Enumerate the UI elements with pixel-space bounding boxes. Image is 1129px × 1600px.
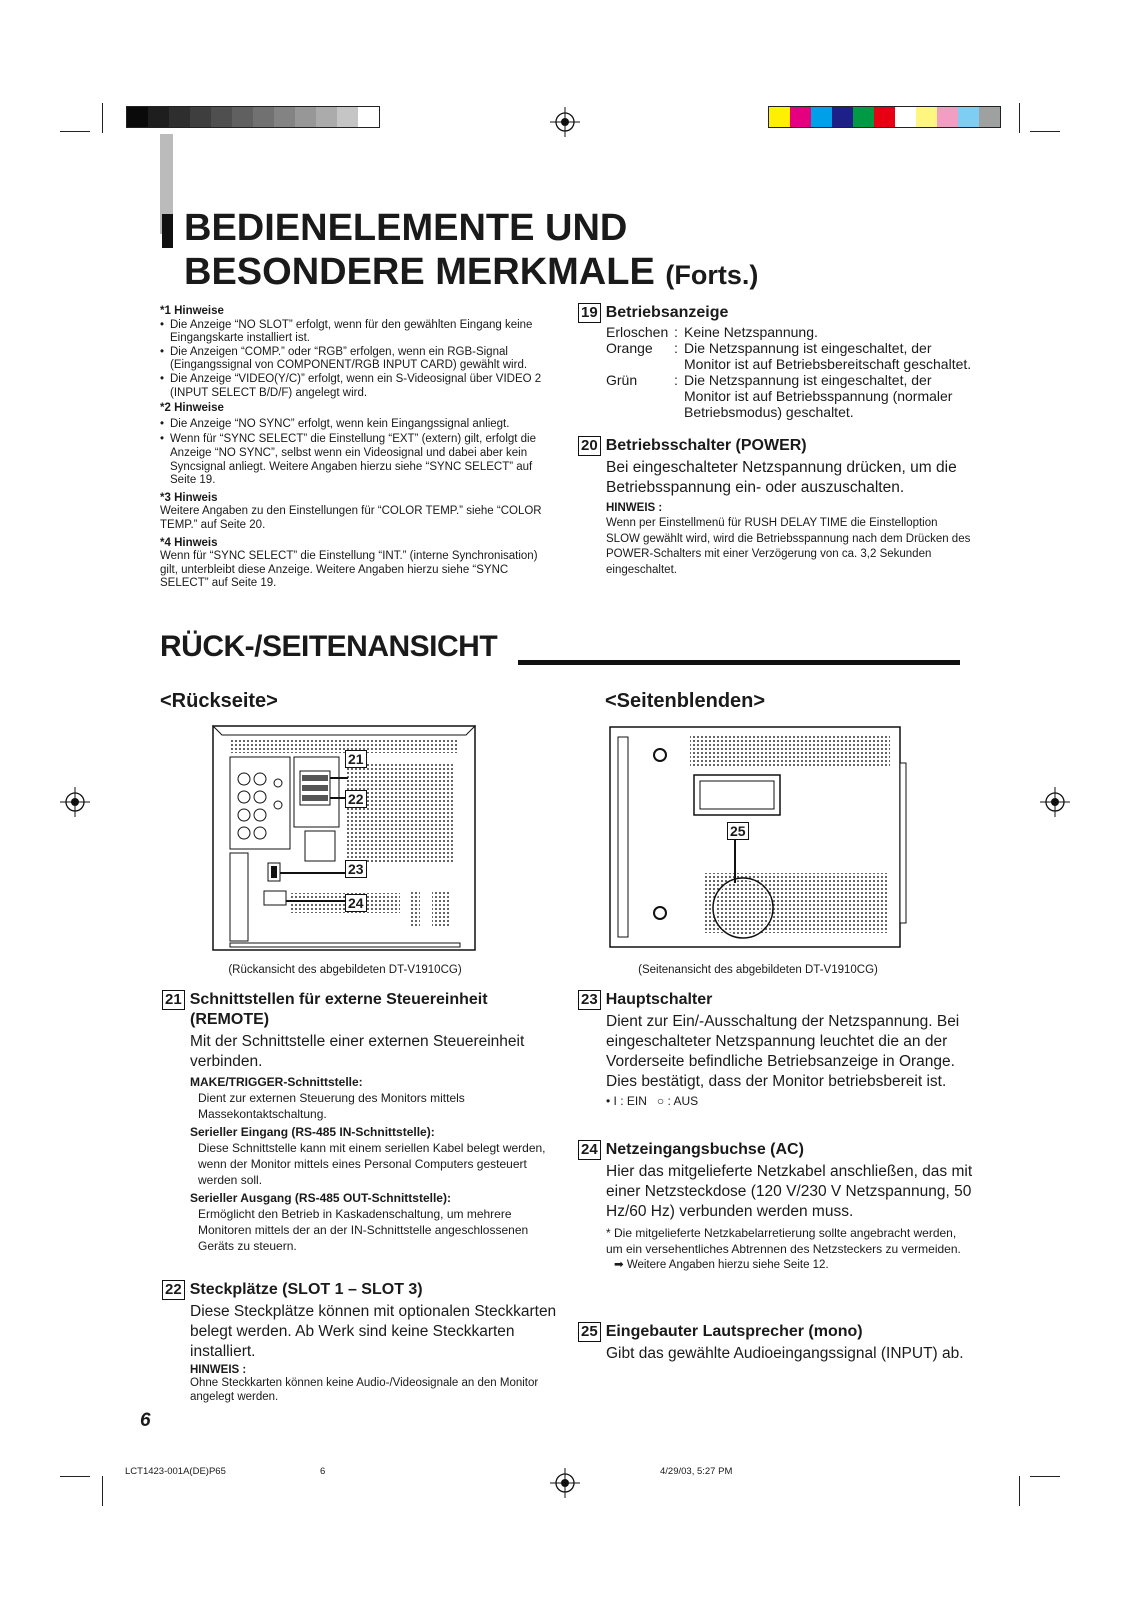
note-2-item: • Die Anzeige “NO SYNC” erfolgt, wenn kein Eingangssignal anliegt. bbox=[160, 418, 552, 432]
section-22 bbox=[162, 1280, 557, 1404]
section-24-ref: ➡ Weitere Angaben hierzu siehe Seite 12. bbox=[614, 1259, 829, 1271]
section-25-text: Gibt das gewählte Audioeingangssignal (INPUT) ab. bbox=[606, 1345, 964, 1362]
note-4-heading: *4 Hinweis bbox=[160, 536, 218, 549]
note-4-text: Wenn für “SYNC SELECT” die Einstellung “INT.” (interne Synchronisation) gilt, unterbleibt diese Anzeige. Weitere Angaben hierzu siehe “SYNC SELECT” auf Seite 19. bbox=[160, 550, 538, 590]
section-24-number: 24 bbox=[578, 1140, 601, 1160]
page-number: 6 bbox=[140, 1410, 151, 1431]
section-20-heading bbox=[578, 436, 973, 456]
gray-swatch bbox=[190, 107, 211, 127]
section-20 bbox=[578, 436, 973, 578]
section-24 bbox=[578, 1140, 973, 1273]
side-view-illustration bbox=[608, 723, 908, 953]
color-swatch bbox=[853, 107, 874, 127]
rueck-heading-rule bbox=[518, 660, 960, 665]
section-25-number: 25 bbox=[578, 1322, 601, 1342]
side-view-caption: (Seitenansicht des abgebildeten DT-V1910CG) bbox=[638, 964, 878, 976]
note-1-heading: *1 Hinweise bbox=[160, 305, 224, 317]
section-20-hinweis-text: Wenn per Einstellmenü für RUSH DELAY TIME die Einstelloption SLOW gewählt wird, wird die Betriebsspannung nach dem Drücken des POWER-Schalters mit einer Verzögerung von ca. 3,2 Sekunden eingeschaltet. bbox=[606, 517, 971, 576]
color-swatch bbox=[769, 107, 790, 127]
section-21-text: Mit der Schnittstelle einer externen Steuereinheit verbinden. bbox=[190, 1033, 525, 1070]
gray-swatch bbox=[253, 107, 274, 127]
section-20-number: 20 bbox=[578, 436, 601, 456]
section-20-title: Betriebsschalter (POWER) bbox=[605, 437, 807, 454]
color-swatch bbox=[958, 107, 979, 127]
section-24-heading bbox=[578, 1140, 973, 1160]
section-22-text: Diese Steckplätze können mit optionalen Steckkarten belegt werden. Ab Werk sind keine Steckkarten installiert. bbox=[190, 1303, 557, 1360]
color-swatch bbox=[895, 107, 916, 127]
title-line-2-text: BESONDERE MERKMALE bbox=[184, 251, 655, 293]
section-22-heading bbox=[162, 1280, 557, 1300]
gray-swatch bbox=[211, 107, 232, 127]
status-row bbox=[578, 340, 973, 372]
section-21-title: Schnittstellen für externe Steuereinheit bbox=[189, 991, 488, 1008]
section-24-note: * Die mitgelieferte Netzkabelarretierung sollte angebracht werden, um ein versehentliches Abtrennen des Netzsteckers zu vermeiden. bbox=[606, 1226, 961, 1256]
interface-heading: Serieller Ausgang (RS-485 OUT-Schnittstelle): bbox=[190, 1191, 451, 1205]
callout-21: 21 bbox=[345, 750, 367, 768]
registration-mark-left-icon bbox=[60, 787, 90, 817]
status-sep: : bbox=[674, 340, 678, 356]
section-22-title: Steckplätze (SLOT 1 – SLOT 3) bbox=[189, 1281, 423, 1298]
section-22-hinweis-text: Ohne Steckkarten können keine Audio-/Videosignale an den Monitor angelegt werden. bbox=[190, 1377, 539, 1403]
gray-swatch bbox=[274, 107, 295, 127]
gray-swatch bbox=[337, 107, 358, 127]
gray-swatch bbox=[295, 107, 316, 127]
color-swatch bbox=[979, 107, 1000, 127]
color-swatch bbox=[832, 107, 853, 127]
rear-view-caption: (Rückansicht des abgebildeten DT-V1910CG) bbox=[228, 964, 462, 976]
title-line-1: BEDIENELEMENTE UND bbox=[184, 207, 628, 249]
footer-file: LCT1423-001A(DE)P65 bbox=[125, 1466, 226, 1477]
registration-mark-bottom-icon bbox=[550, 1468, 580, 1498]
note-1-item: • Die Anzeigen “COMP.” oder “RGB” erfolgen, wenn ein RGB-Signal (Eingangssignal von COMPONENT/RGB INPUT CARD) gewählt wird. bbox=[160, 346, 552, 373]
section-25 bbox=[578, 1322, 973, 1364]
status-desc: Die Netzspannung ist eingeschaltet, der Monitor ist auf Betriebsbereitschaft geschaltet. bbox=[684, 340, 972, 372]
title-line-2 bbox=[184, 250, 758, 297]
note-1-item: • Die Anzeige “NO SLOT” erfolgt, wenn für den gewählten Eingang keine Eingangskarte installiert ist. bbox=[160, 319, 552, 346]
section-24-title: Netzeingangsbuchse (AC) bbox=[605, 1141, 804, 1158]
section-23-text: Dient zur Ein/-Ausschaltung der Netzspannung. Bei eingeschalteter Netzspannung leuchtet die an der Vorderseite befindliche Betriebsanzeige in Orange. Dies bestätigt, dass der Monitor betriebsbereit ist. bbox=[606, 1013, 960, 1090]
gray-swatch bbox=[127, 107, 148, 127]
section-22-hinweis-label: HINWEIS : bbox=[190, 1364, 247, 1376]
rueck-heading: RÜCK-/SEITENANSICHT bbox=[160, 630, 498, 663]
gray-swatch bbox=[148, 107, 169, 127]
section-19-heading bbox=[578, 303, 973, 323]
registration-mark-top-icon bbox=[550, 107, 580, 137]
status-sep: : bbox=[674, 372, 678, 388]
grayscale-bar bbox=[126, 106, 380, 128]
switch-note: • I : EIN ○ : AUS bbox=[606, 1094, 699, 1108]
section-19-title: Betriebsanzeige bbox=[605, 304, 729, 321]
color-bar bbox=[768, 106, 1001, 128]
section-23-title: Hauptschalter bbox=[605, 991, 713, 1008]
section-20-text: Bei eingeschalteter Netzspannung drücken, um die Betriebsspannung ein- oder auszuschalten. bbox=[606, 459, 957, 496]
status-sep: : bbox=[674, 324, 678, 340]
rueckseite-subheading: <Rückseite> bbox=[160, 690, 278, 712]
section-25-title: Eingebauter Lautsprecher (mono) bbox=[605, 1323, 863, 1340]
interface-text: Diese Schnittstelle kann mit einem seriellen Kabel belegt werden, wenn der Monitor mittels eines Personal Computers gesteuert werden soll. bbox=[198, 1141, 546, 1187]
interface-heading: MAKE/TRIGGER-Schnittstelle: bbox=[190, 1075, 363, 1089]
status-desc: Keine Netzspannung. bbox=[684, 324, 818, 340]
callout-23: 23 bbox=[345, 860, 367, 878]
gray-swatch bbox=[169, 107, 190, 127]
note-2-heading: *2 Hinweise bbox=[160, 402, 224, 415]
callout-22: 22 bbox=[345, 790, 367, 808]
callout-25: 25 bbox=[727, 822, 749, 840]
section-19 bbox=[578, 303, 973, 420]
section-22-number: 22 bbox=[162, 1280, 185, 1300]
section-21-number: 21 bbox=[162, 990, 185, 1010]
status-desc: Die Netzspannung ist eingeschaltet, der Monitor ist auf Betriebsspannung (normaler Betriebsmodus) geschaltet. bbox=[684, 372, 953, 420]
status-term: Orange bbox=[606, 340, 653, 356]
section-21-title-2: (REMOTE) bbox=[190, 1011, 270, 1028]
gray-swatch bbox=[316, 107, 337, 127]
notes-column bbox=[160, 305, 552, 591]
registration-mark-right-icon bbox=[1040, 787, 1070, 817]
note-3-heading: *3 Hinweis bbox=[160, 491, 218, 504]
note-2-item: • Wenn für “SYNC SELECT” die Einstellung “EXT” (extern) gilt, erfolgt die Anzeige “NO SYNC”, selbst wenn ein Videosignal und dabei aber kein Syncsignal anliegt. Weitere Angaben hierzu siehe “SYNC SELECT” auf Seite 19. bbox=[160, 433, 552, 487]
footer-page: 6 bbox=[320, 1466, 326, 1477]
seitenblenden-subheading: <Seitenblenden> bbox=[605, 690, 766, 712]
color-swatch bbox=[937, 107, 958, 127]
status-term: Grün bbox=[606, 372, 638, 388]
section-24-text: Hier das mitgelieferte Netzkabel anschließen, das mit einer Netzsteckdose (120 V/230 V Netzspannung, 50 Hz/60 Hz) verbunden werden muss. bbox=[606, 1163, 973, 1220]
interface-heading: Serieller Eingang (RS-485 IN-Schnittstelle): bbox=[190, 1125, 435, 1139]
section-23 bbox=[578, 990, 973, 1109]
status-row bbox=[578, 324, 973, 340]
section-25-heading bbox=[578, 1322, 973, 1342]
title-bar bbox=[162, 214, 173, 248]
rear-view-illustration bbox=[210, 723, 478, 953]
section-19-number: 19 bbox=[578, 303, 601, 323]
gray-swatch bbox=[358, 107, 379, 127]
interface-text: Ermöglicht den Betrieb in Kaskadenschaltung, um mehrere Monitoren mittels der an der IN-Schnittstelle angeschlossenen Geräts zu steuern. bbox=[198, 1207, 529, 1253]
color-swatch bbox=[790, 107, 811, 127]
section-20-hinweis-label: HINWEIS : bbox=[606, 502, 663, 514]
color-swatch bbox=[811, 107, 832, 127]
gray-swatch bbox=[232, 107, 253, 127]
color-swatch bbox=[874, 107, 895, 127]
color-swatch bbox=[916, 107, 937, 127]
callout-24: 24 bbox=[345, 894, 367, 912]
status-row bbox=[578, 372, 973, 420]
note-1-item: • Die Anzeige “VIDEO(Y/C)” erfolgt, wenn ein S-Videosignal über VIDEO 2 (INPUT SELECT B/D/F) angelegt wird. bbox=[160, 373, 552, 400]
section-21 bbox=[162, 990, 557, 1254]
title-suffix: (Forts.) bbox=[665, 260, 759, 290]
section-23-heading bbox=[578, 990, 973, 1010]
section-23-number: 23 bbox=[578, 990, 601, 1010]
footer-date: 4/29/03, 5:27 PM bbox=[660, 1466, 733, 1477]
section-21-heading bbox=[162, 990, 557, 1010]
status-term: Erloschen bbox=[606, 324, 669, 340]
note-3-text: Weitere Angaben zu den Einstellungen für “COLOR TEMP.” siehe “COLOR TEMP.” auf Seite 20. bbox=[160, 505, 542, 531]
interface-text: Dient zur externen Steuerung des Monitors mittels Massekontaktschaltung. bbox=[198, 1091, 465, 1121]
